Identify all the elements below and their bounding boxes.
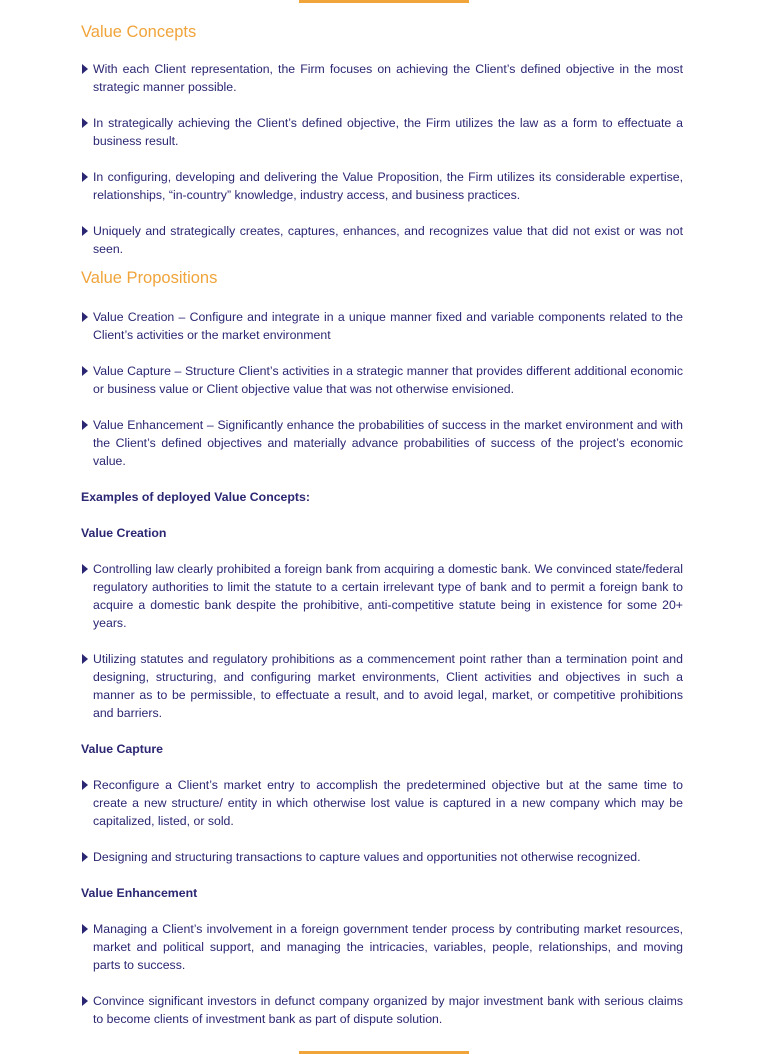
- list-item: Uniquely and strategically creates, captures, enhances, and recognizes value that did not exist or was not seen.: [81, 222, 683, 258]
- value-concepts-title: Value Concepts: [81, 23, 197, 41]
- list-item: Designing and structuring transactions to capture values and opportunities not otherwise recognized.: [81, 848, 683, 866]
- value-creation-heading: Value Creation: [81, 526, 167, 540]
- list-item: Value Enhancement – Significantly enhance the probabilities of success in the market environment and with the Client’s defined objectives and materially advance probabilities of success of the project’s economic value.: [81, 416, 683, 470]
- top-accent-rule: [299, 0, 469, 3]
- triangle-bullet-icon: [82, 226, 88, 236]
- value-creation-list: [81, 560, 683, 722]
- list-item: In strategically achieving the Client’s defined objective, the Firm utilizes the law as a form to effectuate a business result.: [81, 114, 683, 150]
- value-propositions-title: Value Propositions: [81, 269, 218, 287]
- triangle-bullet-icon: [82, 420, 88, 430]
- list-item: Value Capture – Structure Client’s activities in a strategic manner that provides different additional economic or business value or Client objective value that was not otherwise envisioned.: [81, 362, 683, 398]
- triangle-bullet-icon: [82, 564, 88, 574]
- value-enhancement-list: [81, 920, 683, 1028]
- triangle-bullet-icon: [82, 312, 88, 322]
- value-concepts-list: [81, 60, 683, 258]
- list-item: With each Client representation, the Firm focuses on achieving the Client’s defined objective in the most strategic manner possible.: [81, 60, 683, 96]
- list-item: Utilizing statutes and regulatory prohibitions as a commencement point rather than a termination point and designing, structuring, and configuring market environments, Client activities and objectives in such a manner as to be permissible, to effectuate a result, and to avoid legal, market, or competitive prohibitions and barriers.: [81, 650, 683, 722]
- triangle-bullet-icon: [82, 366, 88, 376]
- page-content: [81, 20, 683, 1028]
- list-item: Reconfigure a Client’s market entry to accomplish the predetermined objective but at the same time to create a new structure/ entity in which otherwise lost value is captured in a new company which may be capitalized, listed, or sold.: [81, 776, 683, 830]
- value-propositions-list: [81, 308, 683, 470]
- triangle-bullet-icon: [82, 64, 88, 74]
- list-item: Value Creation – Configure and integrate in a unique manner fixed and variable components related to the Client’s activities or the market environment: [81, 308, 683, 344]
- value-enhancement-heading: Value Enhancement: [81, 886, 198, 900]
- triangle-bullet-icon: [82, 924, 88, 934]
- triangle-bullet-icon: [82, 654, 88, 664]
- list-item: Managing a Client’s involvement in a foreign government tender process by contributing market resources, market and political support, and managing the intricacies, variables, people, relationships, and moving parts to success.: [81, 920, 683, 974]
- triangle-bullet-icon: [82, 118, 88, 128]
- list-item: In configuring, developing and delivering the Value Proposition, the Firm utilizes its considerable expertise, relationships, “in-country” knowledge, industry access, and business practices.: [81, 168, 683, 204]
- triangle-bullet-icon: [82, 996, 88, 1006]
- triangle-bullet-icon: [82, 852, 88, 862]
- list-item: Convince significant investors in defunct company organized by major investment bank with serious claims to become clients of investment bank as part of dispute solution.: [81, 992, 683, 1028]
- value-capture-list: [81, 776, 683, 866]
- triangle-bullet-icon: [82, 780, 88, 790]
- value-capture-heading: Value Capture: [81, 742, 164, 756]
- triangle-bullet-icon: [82, 172, 88, 182]
- list-item: Controlling law clearly prohibited a foreign bank from acquiring a domestic bank. We convinced state/federal regulatory authorities to limit the statute to a certain irrelevant type of bank and to permit a foreign bank to acquire a domestic bank despite the prohibitive, anti-competitive statute being in existence for some 20+ years.: [81, 560, 683, 632]
- examples-heading: Examples of deployed Value Concepts:: [81, 490, 310, 504]
